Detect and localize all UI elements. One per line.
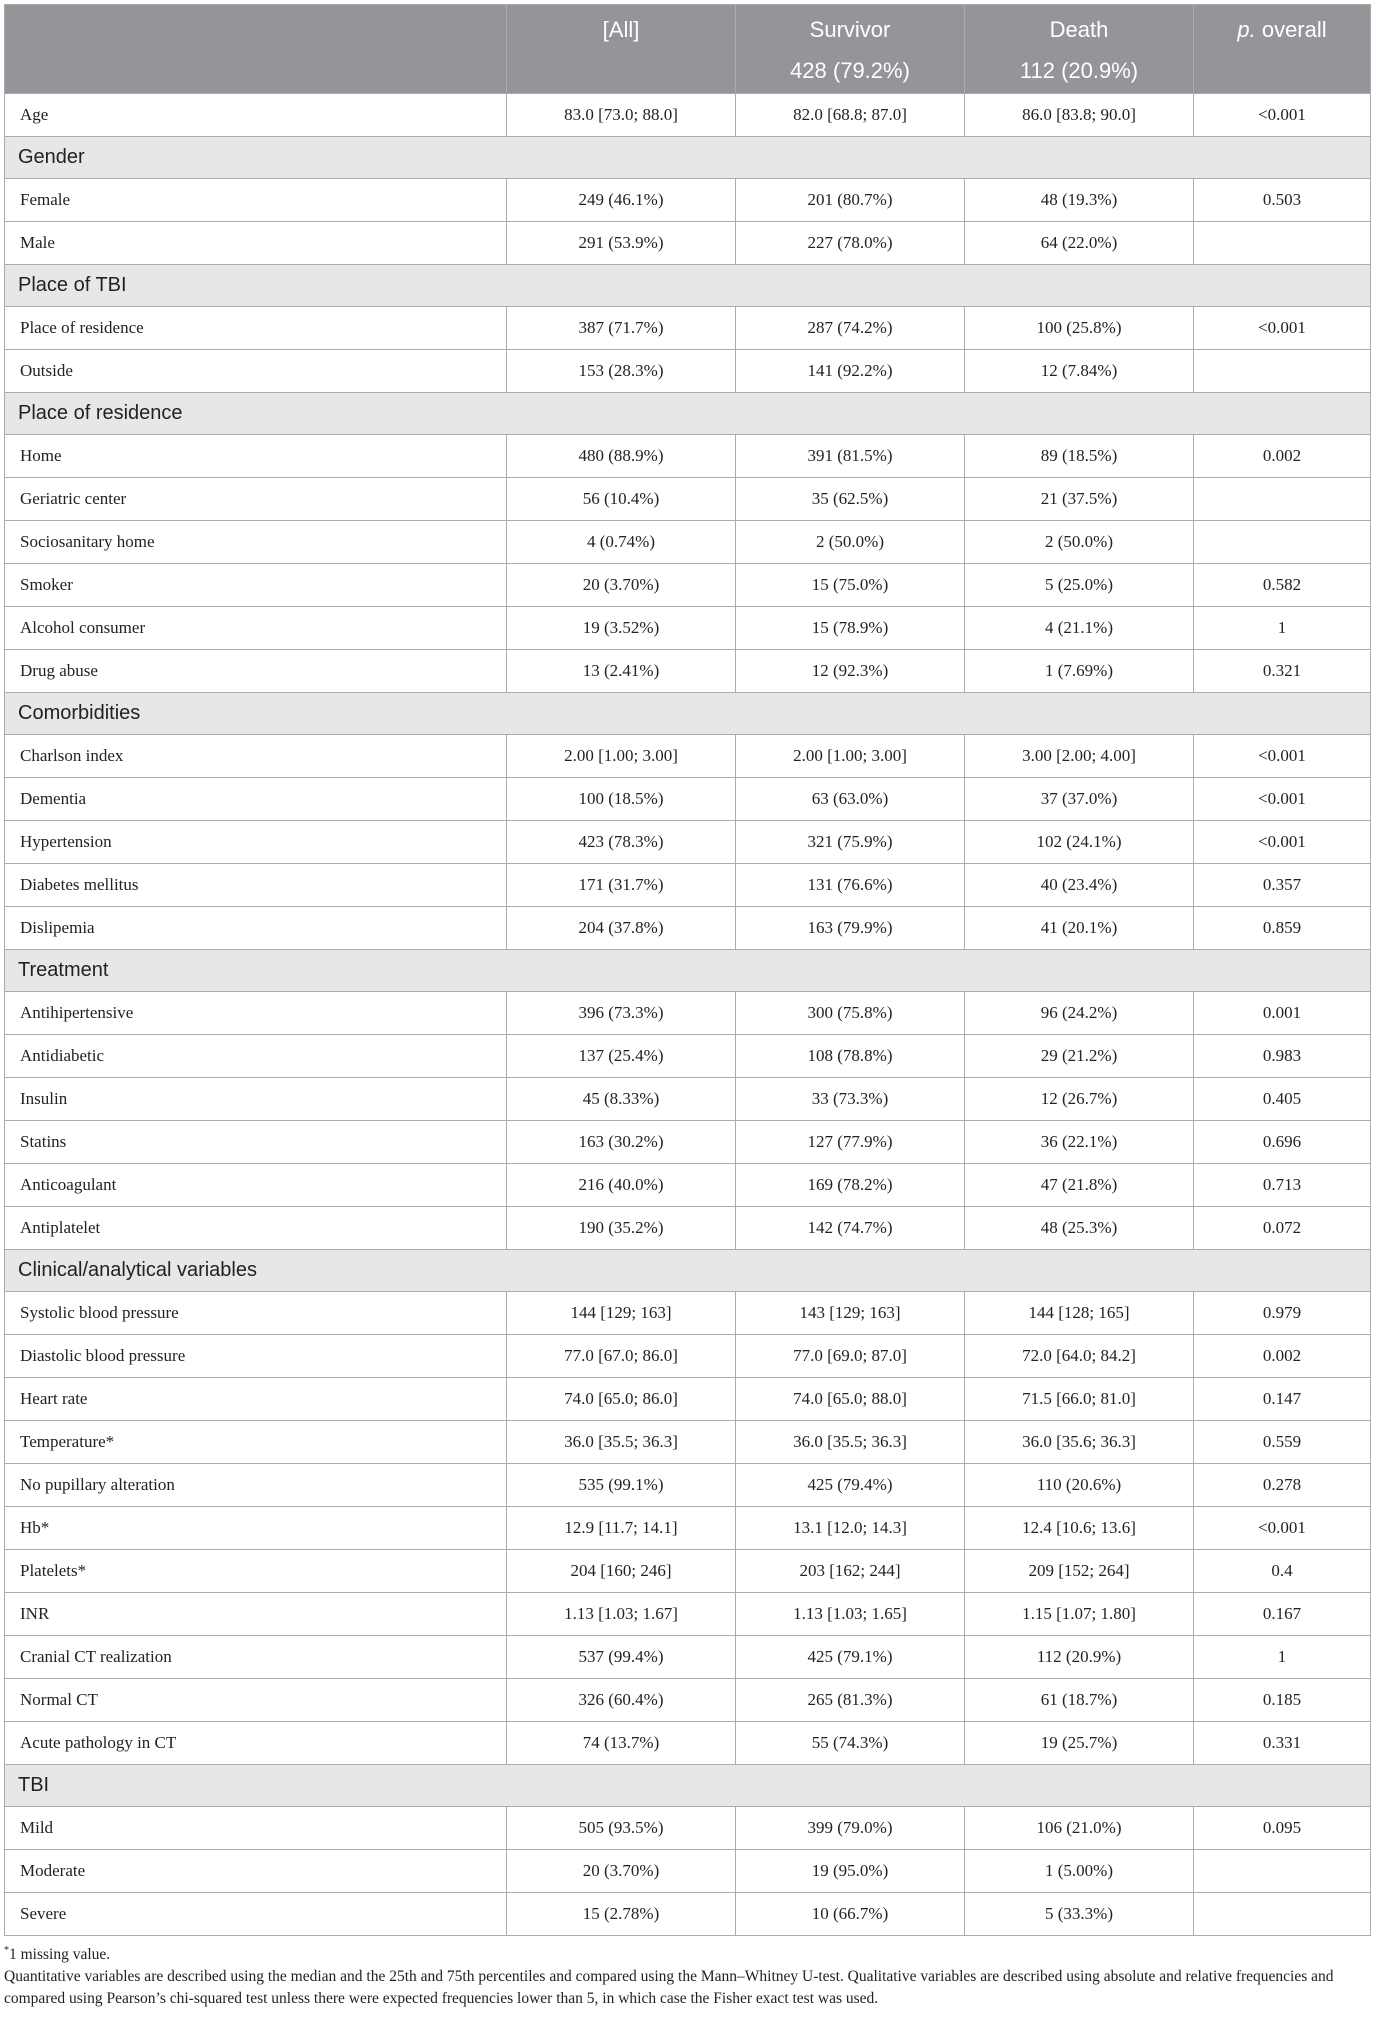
p-value-cell: <0.001 (1194, 94, 1371, 137)
survivor-cell: 143 [129; 163] (736, 1292, 965, 1335)
section-row (5, 393, 1371, 435)
p-value-cell: 0.321 (1194, 650, 1371, 693)
death-cell: 41 (20.1%) (965, 907, 1194, 950)
death-cell: 61 (18.7%) (965, 1679, 1194, 1722)
survivor-cell: 33 (73.3%) (736, 1078, 965, 1121)
row-label-cell: Drug abuse (5, 650, 507, 693)
p-value-cell: 0.002 (1194, 435, 1371, 478)
death-cell: 112 (20.9%) (965, 1636, 1194, 1679)
table-row (5, 478, 1371, 521)
header-survivor (736, 5, 965, 94)
table-row (5, 307, 1371, 350)
section-heading: Treatment (5, 950, 1371, 992)
header-p-italic: p. (1237, 17, 1256, 42)
death-cell: 106 (21.0%) (965, 1807, 1194, 1850)
p-value-cell: <0.001 (1194, 778, 1371, 821)
all-cell: 423 (78.3%) (507, 821, 736, 864)
p-value-cell: 0.4 (1194, 1550, 1371, 1593)
table-row (5, 1464, 1371, 1507)
p-value-cell: 0.001 (1194, 992, 1371, 1035)
table-row (5, 821, 1371, 864)
row-label-cell: Geriatric center (5, 478, 507, 521)
death-cell: 1.15 [1.07; 1.80] (965, 1593, 1194, 1636)
p-value-cell (1194, 521, 1371, 564)
row-label-cell: Platelets* (5, 1550, 507, 1593)
survivor-cell: 36.0 [35.5; 36.3] (736, 1421, 965, 1464)
death-cell: 48 (25.3%) (965, 1207, 1194, 1250)
header-row (5, 5, 1371, 94)
row-label-cell: Male (5, 222, 507, 265)
row-label-cell: Insulin (5, 1078, 507, 1121)
all-cell: 36.0 [35.5; 36.3] (507, 1421, 736, 1464)
table-row (5, 350, 1371, 393)
death-cell: 29 (21.2%) (965, 1035, 1194, 1078)
row-label-cell: Age (5, 94, 507, 137)
all-cell: 100 (18.5%) (507, 778, 736, 821)
row-label-cell: Hypertension (5, 821, 507, 864)
table-row (5, 1035, 1371, 1078)
survivor-cell: 399 (79.0%) (736, 1807, 965, 1850)
survivor-cell: 2 (50.0%) (736, 521, 965, 564)
header-all-label: [All] (602, 17, 640, 42)
all-cell: 56 (10.4%) (507, 478, 736, 521)
death-cell: 4 (21.1%) (965, 607, 1194, 650)
all-cell: 4 (0.74%) (507, 521, 736, 564)
p-value-cell (1194, 1893, 1371, 1936)
row-label-cell: Antiplatelet (5, 1207, 507, 1250)
row-label-cell: Normal CT (5, 1679, 507, 1722)
survivor-cell: 15 (75.0%) (736, 564, 965, 607)
row-label-cell: Heart rate (5, 1378, 507, 1421)
survivor-cell: 55 (74.3%) (736, 1722, 965, 1765)
table-row (5, 1164, 1371, 1207)
death-cell: 2 (50.0%) (965, 521, 1194, 564)
p-value-cell: 0.357 (1194, 864, 1371, 907)
all-cell: 83.0 [73.0; 88.0] (507, 94, 736, 137)
table-row (5, 992, 1371, 1035)
table-row (5, 222, 1371, 265)
p-value-cell: <0.001 (1194, 735, 1371, 778)
death-cell: 96 (24.2%) (965, 992, 1194, 1035)
row-label-cell: No pupillary alteration (5, 1464, 507, 1507)
all-cell: 190 (35.2%) (507, 1207, 736, 1250)
table-row (5, 1593, 1371, 1636)
death-cell: 21 (37.5%) (965, 478, 1194, 521)
table-row (5, 1292, 1371, 1335)
p-value-cell: 0.696 (1194, 1121, 1371, 1164)
section-heading: TBI (5, 1765, 1371, 1807)
row-label-cell: Outside (5, 350, 507, 393)
footnote-missing (4, 1944, 1370, 1966)
death-cell: 144 [128; 165] (965, 1292, 1194, 1335)
section-heading: Place of residence (5, 393, 1371, 435)
all-cell: 204 (37.8%) (507, 907, 736, 950)
row-label-cell: Hb* (5, 1507, 507, 1550)
header-variable (5, 5, 507, 94)
section-row (5, 137, 1371, 179)
row-label-cell: Severe (5, 1893, 507, 1936)
death-cell: 100 (25.8%) (965, 307, 1194, 350)
row-label-cell: Anticoagulant (5, 1164, 507, 1207)
p-value-cell: 0.582 (1194, 564, 1371, 607)
row-label-cell: Charlson index (5, 735, 507, 778)
survivor-cell: 12 (92.3%) (736, 650, 965, 693)
table-row (5, 1207, 1371, 1250)
table-row (5, 521, 1371, 564)
row-label-cell: Female (5, 179, 507, 222)
row-label-cell: Dementia (5, 778, 507, 821)
table-row (5, 1807, 1371, 1850)
section-heading: Place of TBI (5, 265, 1371, 307)
all-cell: 216 (40.0%) (507, 1164, 736, 1207)
p-value-cell: 0.095 (1194, 1807, 1371, 1850)
row-label-cell: Dislipemia (5, 907, 507, 950)
table-row (5, 435, 1371, 478)
row-label-cell: Mild (5, 1807, 507, 1850)
all-cell: 20 (3.70%) (507, 564, 736, 607)
survivor-cell: 13.1 [12.0; 14.3] (736, 1507, 965, 1550)
p-value-cell: 0.072 (1194, 1207, 1371, 1250)
all-cell: 171 (31.7%) (507, 864, 736, 907)
p-value-cell: 0.167 (1194, 1593, 1371, 1636)
p-value-cell: 0.503 (1194, 179, 1371, 222)
survivor-cell: 321 (75.9%) (736, 821, 965, 864)
all-cell: 137 (25.4%) (507, 1035, 736, 1078)
all-cell: 387 (71.7%) (507, 307, 736, 350)
death-cell: 36 (22.1%) (965, 1121, 1194, 1164)
row-label-cell: Home (5, 435, 507, 478)
section-row (5, 265, 1371, 307)
header-p-overall (1194, 5, 1371, 94)
row-label-cell: Sociosanitary home (5, 521, 507, 564)
death-cell: 1 (7.69%) (965, 650, 1194, 693)
p-value-cell: 1 (1194, 1636, 1371, 1679)
all-cell: 163 (30.2%) (507, 1121, 736, 1164)
death-cell: 47 (21.8%) (965, 1164, 1194, 1207)
all-cell: 537 (99.4%) (507, 1636, 736, 1679)
row-label-cell: INR (5, 1593, 507, 1636)
table-row (5, 1850, 1371, 1893)
table-row (5, 1335, 1371, 1378)
all-cell: 15 (2.78%) (507, 1893, 736, 1936)
table-row (5, 564, 1371, 607)
table-row (5, 1893, 1371, 1936)
header-death-label: Death (1049, 17, 1109, 42)
survivor-cell: 169 (78.2%) (736, 1164, 965, 1207)
header-survivor-count: 428 (79.2%) (790, 58, 910, 83)
p-value-cell: 0.278 (1194, 1464, 1371, 1507)
survivor-cell: 10 (66.7%) (736, 1893, 965, 1936)
row-label-cell: Moderate (5, 1850, 507, 1893)
row-label-cell: Alcohol consumer (5, 607, 507, 650)
survivor-cell: 425 (79.1%) (736, 1636, 965, 1679)
table-row (5, 1722, 1371, 1765)
death-cell: 64 (22.0%) (965, 222, 1194, 265)
survivor-cell: 131 (76.6%) (736, 864, 965, 907)
p-value-cell (1194, 478, 1371, 521)
death-cell: 209 [152; 264] (965, 1550, 1194, 1593)
row-label-cell: Temperature* (5, 1421, 507, 1464)
header-survivor-label: Survivor (809, 17, 891, 42)
death-cell: 1 (5.00%) (965, 1850, 1194, 1893)
row-label-cell: Smoker (5, 564, 507, 607)
header-p-rest: overall (1255, 17, 1327, 42)
p-value-cell: 0.859 (1194, 907, 1371, 950)
death-cell: 89 (18.5%) (965, 435, 1194, 478)
survivor-cell: 127 (77.9%) (736, 1121, 965, 1164)
survivor-cell: 15 (78.9%) (736, 607, 965, 650)
survivor-cell: 227 (78.0%) (736, 222, 965, 265)
footnote-methods: Quantitative variables are described using the median and the 25th and 75th percentiles and compared using the Mann–Whitney U-test. Qualitative variables are described using absolute and relative frequencies and compared using Pearson’s chi-squared test unless there were expected frequencies lower than 5, in which case the Fisher exact test was used. (4, 1968, 1334, 2007)
p-value-cell: 0.979 (1194, 1292, 1371, 1335)
all-cell: 204 [160; 246] (507, 1550, 736, 1593)
survivor-cell: 425 (79.4%) (736, 1464, 965, 1507)
p-value-cell: 0.713 (1194, 1164, 1371, 1207)
header-death (965, 5, 1194, 94)
footnote-marker: * (4, 1944, 9, 1956)
table-row (5, 1550, 1371, 1593)
p-value-cell: 0.405 (1194, 1078, 1371, 1121)
death-cell: 12 (26.7%) (965, 1078, 1194, 1121)
survivor-cell: 108 (78.8%) (736, 1035, 965, 1078)
survivor-cell: 163 (79.9%) (736, 907, 965, 950)
table-row (5, 179, 1371, 222)
p-value-cell: <0.001 (1194, 1507, 1371, 1550)
survivor-cell: 391 (81.5%) (736, 435, 965, 478)
all-cell: 1.13 [1.03; 1.67] (507, 1593, 736, 1636)
all-cell: 74 (13.7%) (507, 1722, 736, 1765)
table-row (5, 907, 1371, 950)
death-cell: 5 (25.0%) (965, 564, 1194, 607)
table-row (5, 735, 1371, 778)
row-label-cell: Diabetes mellitus (5, 864, 507, 907)
death-cell: 12.4 [10.6; 13.6] (965, 1507, 1194, 1550)
survivor-cell: 82.0 [68.8; 87.0] (736, 94, 965, 137)
table-row (5, 1421, 1371, 1464)
row-label-cell: Acute pathology in CT (5, 1722, 507, 1765)
p-value-cell: 0.002 (1194, 1335, 1371, 1378)
survivor-cell: 203 [162; 244] (736, 1550, 965, 1593)
all-cell: 45 (8.33%) (507, 1078, 736, 1121)
survivor-cell: 142 (74.7%) (736, 1207, 965, 1250)
footnote-missing-text: 1 missing value. (9, 1946, 111, 1963)
table-row (5, 1078, 1371, 1121)
all-cell: 144 [129; 163] (507, 1292, 736, 1335)
p-value-cell: 0.147 (1194, 1378, 1371, 1421)
all-cell: 13 (2.41%) (507, 650, 736, 693)
table-row (5, 94, 1371, 137)
table-row (5, 778, 1371, 821)
all-cell: 505 (93.5%) (507, 1807, 736, 1850)
all-cell: 20 (3.70%) (507, 1850, 736, 1893)
p-value-cell: 0.331 (1194, 1722, 1371, 1765)
all-cell: 396 (73.3%) (507, 992, 736, 1035)
all-cell: 291 (53.9%) (507, 222, 736, 265)
row-label-cell: Cranial CT realization (5, 1636, 507, 1679)
survivor-cell: 265 (81.3%) (736, 1679, 965, 1722)
table-container (4, 4, 1370, 2010)
row-label-cell: Systolic blood pressure (5, 1292, 507, 1335)
survivor-cell: 19 (95.0%) (736, 1850, 965, 1893)
death-cell: 40 (23.4%) (965, 864, 1194, 907)
p-value-cell (1194, 350, 1371, 393)
survivor-cell: 300 (75.8%) (736, 992, 965, 1035)
death-cell: 3.00 [2.00; 4.00] (965, 735, 1194, 778)
p-value-cell (1194, 222, 1371, 265)
all-cell: 19 (3.52%) (507, 607, 736, 650)
p-value-cell (1194, 1850, 1371, 1893)
row-label-cell: Antihipertensive (5, 992, 507, 1035)
p-value-cell: 1 (1194, 607, 1371, 650)
p-value-cell: 0.983 (1194, 1035, 1371, 1078)
survivor-cell: 77.0 [69.0; 87.0] (736, 1335, 965, 1378)
survivor-cell: 2.00 [1.00; 3.00] (736, 735, 965, 778)
death-cell: 86.0 [83.8; 90.0] (965, 94, 1194, 137)
all-cell: 2.00 [1.00; 3.00] (507, 735, 736, 778)
section-heading: Comorbidities (5, 693, 1371, 735)
table-row (5, 1121, 1371, 1164)
table-row (5, 1636, 1371, 1679)
p-value-cell: <0.001 (1194, 307, 1371, 350)
header-all (507, 5, 736, 94)
all-cell: 153 (28.3%) (507, 350, 736, 393)
results-table (4, 4, 1371, 1936)
death-cell: 102 (24.1%) (965, 821, 1194, 864)
all-cell: 74.0 [65.0; 86.0] (507, 1378, 736, 1421)
table-body (5, 94, 1371, 1936)
p-value-cell: <0.001 (1194, 821, 1371, 864)
section-row (5, 1765, 1371, 1807)
row-label-cell: Diastolic blood pressure (5, 1335, 507, 1378)
all-cell: 326 (60.4%) (507, 1679, 736, 1722)
p-value-cell: 0.185 (1194, 1679, 1371, 1722)
table-row (5, 1679, 1371, 1722)
table-row (5, 650, 1371, 693)
table-row (5, 864, 1371, 907)
death-cell: 36.0 [35.6; 36.3] (965, 1421, 1194, 1464)
table-row (5, 607, 1371, 650)
header-death-count: 112 (20.9%) (1019, 58, 1139, 83)
survivor-cell: 74.0 [65.0; 88.0] (736, 1378, 965, 1421)
section-heading: Gender (5, 137, 1371, 179)
death-cell: 12 (7.84%) (965, 350, 1194, 393)
survivor-cell: 287 (74.2%) (736, 307, 965, 350)
all-cell: 12.9 [11.7; 14.1] (507, 1507, 736, 1550)
table-row (5, 1507, 1371, 1550)
survivor-cell: 141 (92.2%) (736, 350, 965, 393)
survivor-cell: 63 (63.0%) (736, 778, 965, 821)
death-cell: 71.5 [66.0; 81.0] (965, 1378, 1194, 1421)
all-cell: 249 (46.1%) (507, 179, 736, 222)
survivor-cell: 201 (80.7%) (736, 179, 965, 222)
death-cell: 19 (25.7%) (965, 1722, 1194, 1765)
p-value-cell: 0.559 (1194, 1421, 1371, 1464)
table-header (5, 5, 1371, 94)
section-heading: Clinical/analytical variables (5, 1250, 1371, 1292)
section-row (5, 950, 1371, 992)
death-cell: 48 (19.3%) (965, 179, 1194, 222)
all-cell: 77.0 [67.0; 86.0] (507, 1335, 736, 1378)
row-label-cell: Place of residence (5, 307, 507, 350)
survivor-cell: 1.13 [1.03; 1.65] (736, 1593, 965, 1636)
section-row (5, 693, 1371, 735)
survivor-cell: 35 (62.5%) (736, 478, 965, 521)
all-cell: 480 (88.9%) (507, 435, 736, 478)
table-row (5, 1378, 1371, 1421)
death-cell: 5 (33.3%) (965, 1893, 1194, 1936)
row-label-cell: Statins (5, 1121, 507, 1164)
death-cell: 72.0 [64.0; 84.2] (965, 1335, 1194, 1378)
row-label-cell: Antidiabetic (5, 1035, 507, 1078)
all-cell: 535 (99.1%) (507, 1464, 736, 1507)
death-cell: 110 (20.6%) (965, 1464, 1194, 1507)
section-row (5, 1250, 1371, 1292)
death-cell: 37 (37.0%) (965, 778, 1194, 821)
table-footnotes (4, 1944, 1370, 2010)
